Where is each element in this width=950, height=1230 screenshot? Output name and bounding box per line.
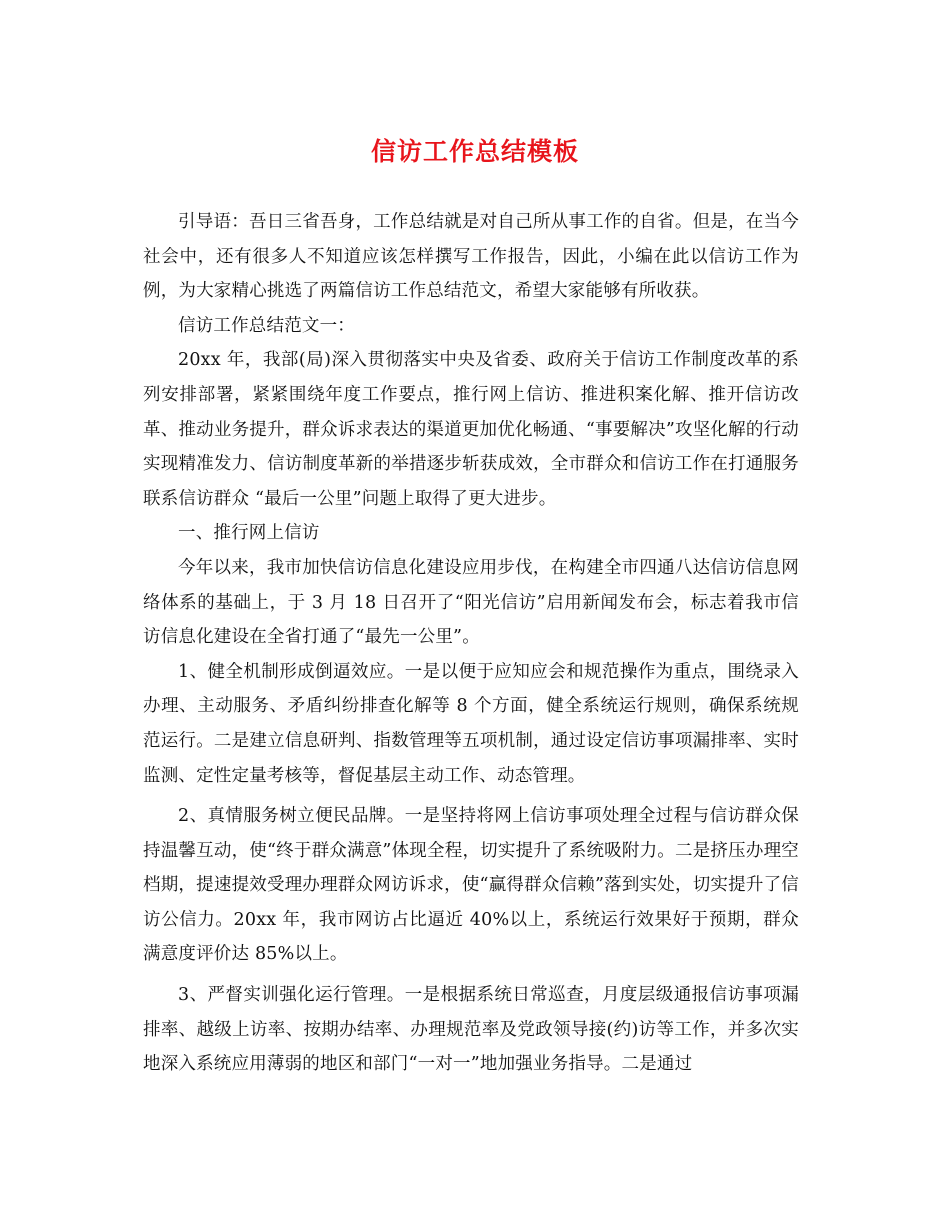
intro-paragraph: 引导语：吾日三省吾身，工作总结就是对自己所从事工作的自省。但是，在当今社会中，还有很多人不知道应该怎样撰写工作报告，因此，小编在此以信访工作为例，为大家精心挑选了两篇信访工作总结范文，希望大家能够有所收获。: [143, 212, 799, 302]
document-title: 信访工作总结模板: [370, 137, 579, 166]
overview-paragraph: 20xx 年，我部(局)深入贯彻落实中央及省委、政府关于信访工作制度改革的系列安排部署，紧紧围绕年度工作要点，推行网上信访、推进积案化解、推开信访改革、推动业务提升，群众诉求表达的渠道更加优化畅通、“事要解决”攻坚化解的行动实现精准发力、信访制度革新的举措逐步斩获成效，全市群众和信访工作在打通服务联系信访群众 “最后一公里”问题上取得了更大进步。: [143, 350, 799, 509]
section-heading-1: 一、推行网上信访: [178, 523, 320, 544]
sample-heading: 信访工作总结范文一：: [178, 315, 355, 336]
item-3-paragraph: 3、严督实训强化运行管理。一是根据系统日常巡查，月度层级通报信访事项漏排率、越级上访率、按期办结率、办理规范率及党政领导接(约)访等工作，并多次实地深入系统应用薄弱的地区和部门“一对一”地加强业务指导。二是通过: [143, 985, 799, 1075]
document-body: [143, 205, 799, 1082]
section-1-intro-paragraph: 今年以来，我市加快信访信息化建设应用步伐，在构建全市四通八达信访信息网络体系的基础上，于 3 月 18 日召开了“阳光信访”启用新闻发布会，标志着我市信访信息化建设在全省打通了“最先一公里”。: [143, 557, 799, 648]
item-2-paragraph: 2、真情服务树立便民品牌。一是坚持将网上信访事项处理全过程与信访群众保持温馨互动，使“终于群众满意”体现全程，切实提升了系统吸附力。二是挤压办理空档期，提速提效受理办理群众网访诉求，使“赢得群众信赖”落到实处，切实提升了信访公信力。20xx 年，我市网访占比逼近 40%以上，系统运行效果好于预期，群众满意度评价达 85%以上。: [143, 806, 799, 965]
item-1-paragraph: 1、健全机制形成倒逼效应。一是以便于应知应会和规范操作为重点，围绕录入办理、主动服务、矛盾纠纷排查化解等 8 个方面，健全系统运行规则，确保系统规范运行。二是建立信息研判、指数管理等五项机制，通过设定信访事项漏排率、实时监测、定性定量考核等，督促基层主动工作、动态管理。: [143, 661, 799, 786]
